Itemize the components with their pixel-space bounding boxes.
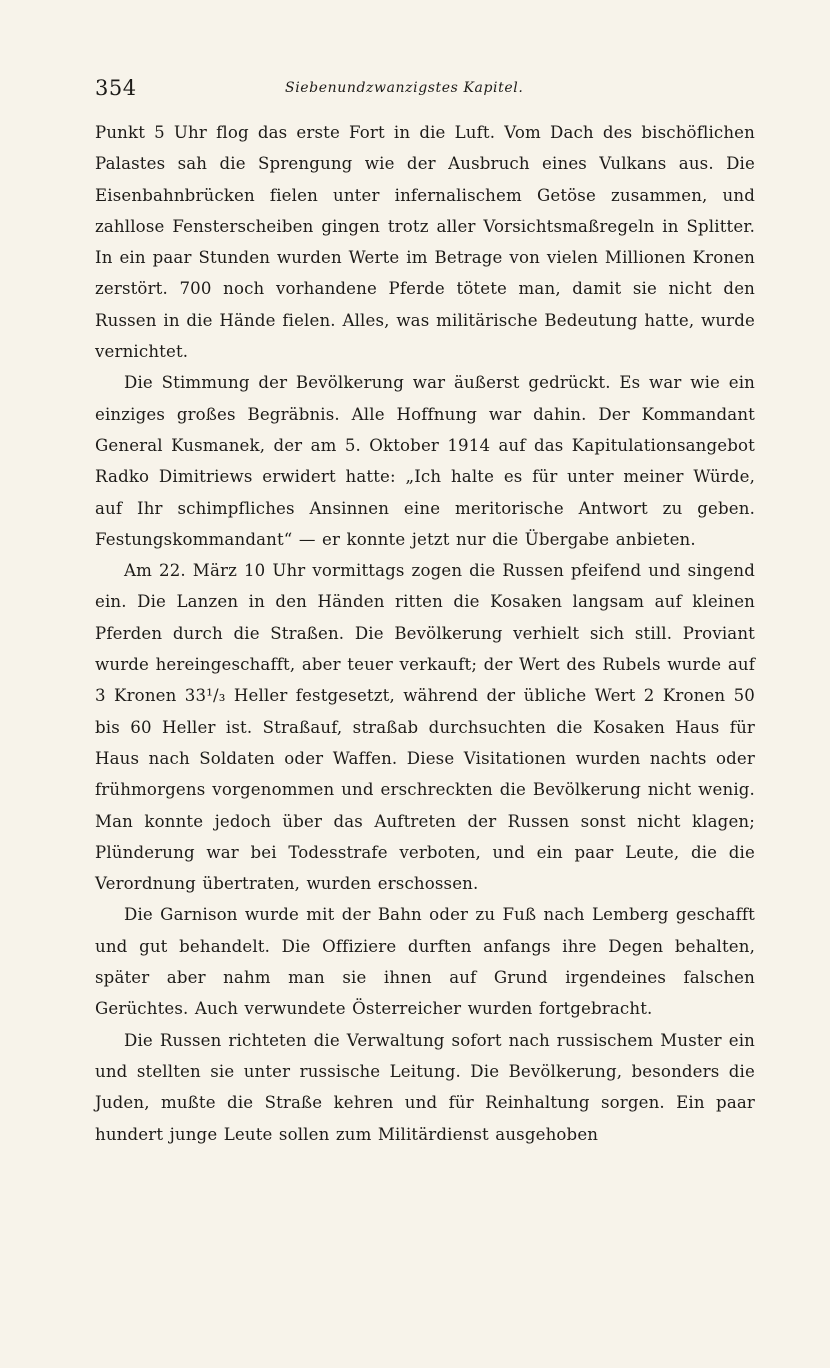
paragraph: Punkt 5 Uhr flog das erste Fort in die Luft. Vom Dach des bischöflichen Palastes sah die Sprengung wie der Ausbruch eines Vulkans aus. Die Eisenbahnbrücken fielen unter infernalischem Getöse zusammen, und zahllose Fensterscheiben gingen trotz aller Vorsichtsmaßregeln in Splitter. In ein paar Stunden wurden Werte im Betrage von vielen Millionen Kronen zerstört. 700 noch vorhandene Pferde tötete man, damit sie nicht den Russen in die Hände fielen. Alles, was militärische Bedeutung hatte, wurde vernichtet. xyxy=(95,123,755,362)
page-number: 354 xyxy=(95,76,137,100)
paragraph: Die Russen richteten die Verwaltung sofort nach russischem Muster ein und stellten sie unter russische Leitung. Die Bevölkerung, besonders die Juden, mußte die Straße kehren und für Reinhaltung sorgen. Ein paar hundert junge Leute sollen zum Militärdienst ausgehoben xyxy=(95,1030,755,1144)
paragraph: Die Garnison wurde mit der Bahn oder zu Fuß nach Lemberg geschafft und gut behandelt. Die Offiziere durften anfangs ihre Degen behalten, später aber nahm man sie ihnen auf Grund irgendeines falschen Gerüchtes. Auch verwundete Österreicher wurden fortgebracht. xyxy=(95,905,755,1019)
running-head: Siebenundzwanzigstes Kapitel. xyxy=(285,80,524,96)
page-header xyxy=(95,76,745,106)
body-text xyxy=(95,117,755,1150)
paragraph: Am 22. März 10 Uhr vormittags zogen die Russen pfeifend und singend ein. Die Lanzen in den Händen ritten die Kosaken langsam auf kleinen Pferden durch die Straßen. Die Bevölkerung verhielt sich still. Proviant wurde hereingeschafft, aber teuer verkauft; der Wert des Rubels wurde auf 3 Kronen 33¹/₃ Heller festgesetzt, während der übliche Wert 2 Kronen 50 bis 60 Heller ist. Straßauf, straßab durchsuchten die Kosaken Haus für Haus nach Soldaten oder Waffen. Diese Visitationen wurden nachts oder frühmorgens vorgenommen und erschreckten die Bevölkerung nicht wenig. Man konnte jedoch über das Auftreten der Russen sonst nicht klagen; Plünderung war bei Todesstrafe verboten, und ein paar Leute, die die Verordnung übertraten, wurden erschossen. xyxy=(95,561,755,894)
paragraph: Die Stimmung der Bevölkerung war äußerst gedrückt. Es war wie ein einziges großes Begräbnis. Alle Hoffnung war dahin. Der Kommandant General Kusmanek, der am 5. Oktober 1914 auf das Kapitulationsangebot Radko Dimitriews erwidert hatte: „Ich halte es für unter meiner Würde, auf Ihr schimpfliches Ansinnen eine meritorische Antwort zu geben. Festungskommandant“ — er konnte jetzt nur die Übergabe anbieten. xyxy=(95,373,755,549)
